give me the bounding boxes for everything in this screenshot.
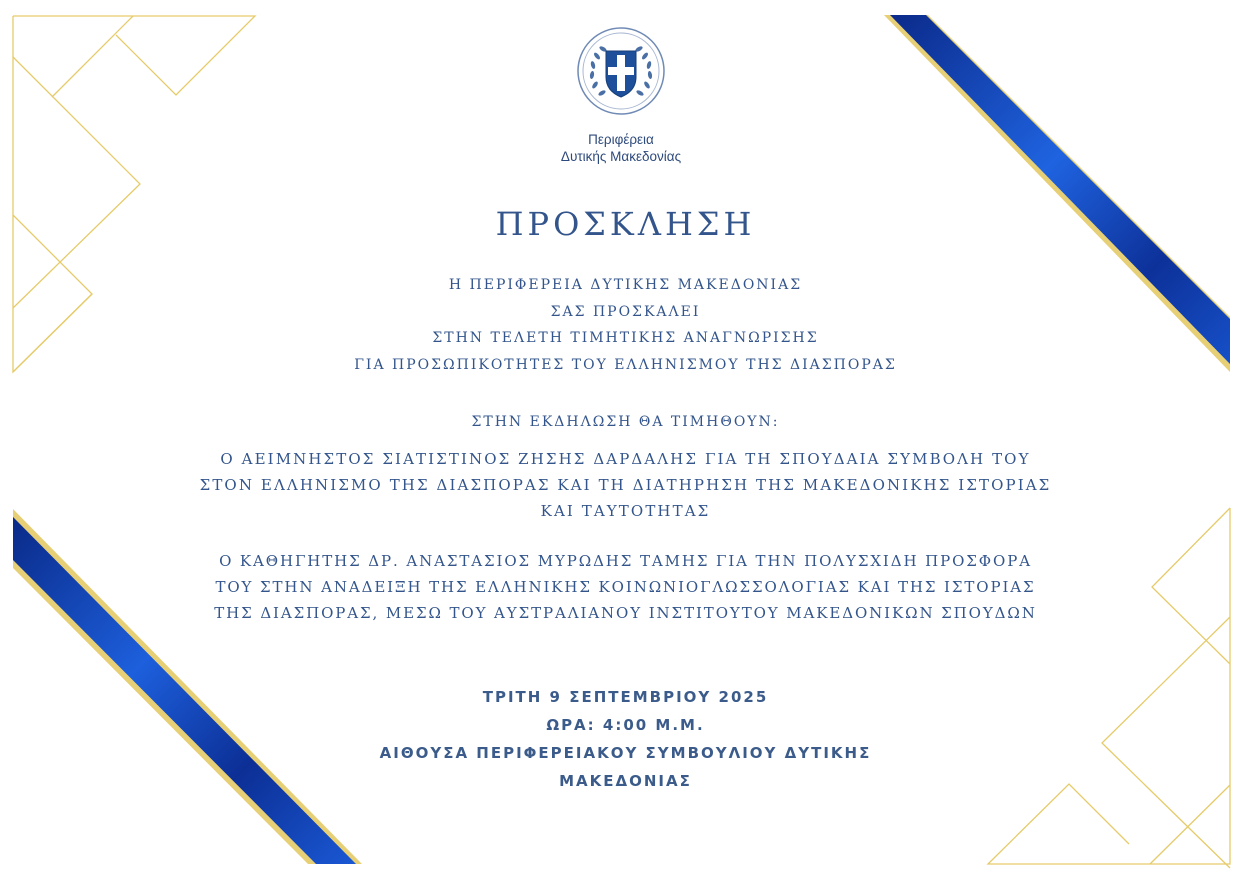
honoree-1-paragraph (0, 446, 1251, 524)
organization-name-line2: Δυτικής Μακεδονίας (560, 149, 682, 164)
organization-name (521, 131, 721, 165)
intro-line: ΣΤΗΝ ΤΕΛΕΤΗ ΤΙΜΗΤΙΚΗΣ ΑΝΑΓΝΩΡΙΣΗΣ (432, 330, 819, 346)
honoree-2-paragraph (0, 548, 1251, 626)
honoree-2-line: Ο ΚΑΘΗΓΗΤΗΣ ΔΡ. ΑΝΑΣΤΑΣΙΟΣ ΜΥΡΩΔΗΣ ΤΑΜΗΣ ΓΙΑ ΤΗΝ ΠΟΛΥΣΧΙΔΗ ΠΡΟΣΦΟΡΑ (219, 552, 1032, 570)
honoree-2-line: ΤΟΥ ΣΤΗΝ ΑΝΑΔΕΙΞΗ ΤΗΣ ΕΛΛΗΝΙΚΗΣ ΚΟΙΝΩΝΙΟΓΛΩΣΣΟΛΟΓΙΑΣ ΚΑΙ ΤΗΣ ΙΣΤΟΡΙΑΣ (215, 578, 1036, 596)
intro-line: ΓΙΑ ΠΡΟΣΩΠΙΚΟΤΗΤΕΣ ΤΟΥ ΕΛΛΗΝΙΣΜΟΥ ΤΗΣ ΔΙΑΣΠΟΡΑΣ (354, 356, 897, 373)
event-date: ΤΡΙΤΗ 9 ΣΕΠΤΕΜΒΡΙΟΥ 2025 (482, 688, 769, 706)
intro-line: ΣΑΣ ΠΡΟΣΚΑΛΕΙ (550, 303, 701, 320)
event-details (0, 683, 1251, 795)
event-time: ΩΡΑ: 4:00 Μ.Μ. (546, 716, 705, 734)
event-venue-line1: ΑΙΘΟΥΣΑ ΠΕΡΙΦΕΡΕΙΑΚΟΥ ΣΥΜΒΟΥΛΙΟΥ ΔΥΤΙΚΗΣ (379, 744, 872, 762)
honoree-1-line: ΣΤΟΝ ΕΛΛΗΝΙΣΜΟ ΤΗΣ ΔΙΑΣΠΟΡΑΣ ΚΑΙ ΤΗ ΔΙΑΤΗΡΗΣΗ ΤΗΣ ΜΑΚΕΔΟΝΙΚΗΣ ΙΣΤΟΡΙΑΣ (199, 476, 1052, 494)
intro-line: Η ΠΕΡΙΦΕΡΕΙΑ ΔΥΤΙΚΗΣ ΜΑΚΕΔΟΝΙΑΣ (448, 277, 803, 293)
honoree-1-line: Ο ΑΕΙΜΝΗΣΤΟΣ ΣΙΑΤΙΣΤΙΝΟΣ ΖΗΣΗΣ ΔΑΡΔΑΛΗΣ ΓΙΑ ΤΗ ΣΠΟΥΔΑΙΑ ΣΥΜΒΟΛΗ ΤΟΥ (220, 450, 1031, 468)
honorees-heading: ΣΤΗΝ ΕΚΔΗΛΩΣΗ ΘΑ ΤΙΜΗΘΟΥΝ: (471, 414, 780, 430)
honoree-2-line: ΤΗΣ ΔΙΑΣΠΟΡΑΣ, ΜΕΣΩ ΤΟΥ ΑΥΣΤΡΑΛΙΑΝΟΥ ΙΝΣΤΙΤΟΥΤΟΥ ΜΑΚΕΔΟΝΙΚΩΝ ΣΠΟΥΔΩΝ (214, 604, 1037, 622)
invitation-title: ΠΡΟΣΚΛΗΣΗ (495, 205, 756, 243)
event-venue-line2: ΜΑΚΕΔΟΝΙΑΣ (559, 772, 692, 790)
organization-name-line1: Περιφέρεια (588, 132, 654, 147)
intro-paragraph (0, 272, 1251, 378)
greek-coat-of-arms-icon (577, 27, 665, 115)
honoree-1-line: ΚΑΙ ΤΑΥΤΟΤΗΤΑΣ (540, 502, 711, 520)
